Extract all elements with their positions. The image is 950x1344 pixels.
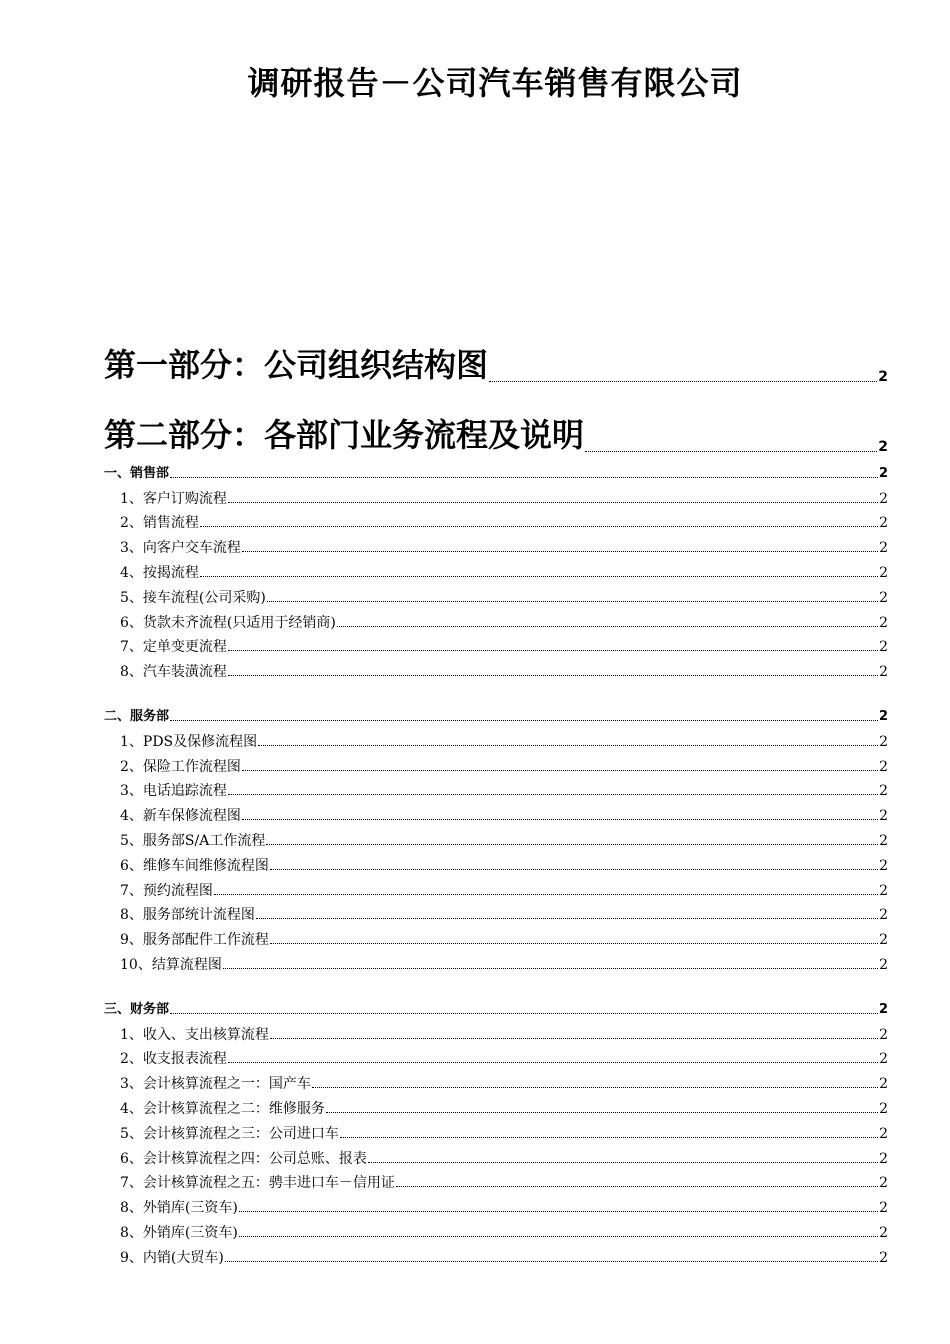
toc-page-number: 2 — [879, 1125, 888, 1142]
toc-page-number: 2 — [879, 515, 888, 532]
toc-leader — [239, 1211, 878, 1212]
toc-page-number: 2 — [878, 369, 888, 385]
toc-page-number: 2 — [879, 1249, 888, 1266]
toc-page-number: 2 — [879, 956, 888, 973]
toc-entry-label: 5、服务部S/A工作流程 — [120, 832, 266, 849]
toc-entry-label: 2、销售流程 — [120, 515, 199, 532]
toc-page-number: 2 — [879, 882, 888, 899]
toc-entry-label: 7、会计核算流程之五：骋丰进口车－信用证 — [120, 1175, 395, 1192]
toc-entry-label: 6、会计核算流程之四：公司总账、报表 — [120, 1150, 367, 1167]
toc-entry-label: 7、预约流程图 — [120, 882, 213, 899]
toc-leader — [228, 675, 878, 676]
document-title: 调研报告－公司汽车销售有限公司 — [247, 64, 743, 102]
toc-leader — [200, 526, 878, 527]
toc-entry[interactable] — [104, 1118, 888, 1143]
toc-page-number: 2 — [879, 564, 888, 581]
toc-entry[interactable] — [104, 875, 888, 900]
toc-leader — [270, 1038, 878, 1039]
toc-page-number: 2 — [878, 708, 888, 724]
toc-page-number: 2 — [878, 465, 888, 481]
toc-entry-label: 5、会计核算流程之三：公司进口车 — [120, 1125, 339, 1142]
toc-section-label: 三、财务部 — [104, 1001, 170, 1017]
toc-leader — [340, 1137, 878, 1138]
toc-page-number: 2 — [879, 1150, 888, 1167]
toc-entry[interactable] — [104, 1044, 888, 1069]
toc-entry[interactable] — [104, 557, 888, 582]
toc-entry[interactable] — [104, 949, 888, 974]
toc-entry[interactable] — [104, 924, 888, 949]
toc-leader — [585, 451, 877, 452]
toc-entry-label: 4、会计核算流程之二：维修服务 — [120, 1100, 325, 1117]
toc-page-number: 2 — [878, 439, 888, 455]
toc-part-label: 第一部分：公司组织结构图 — [104, 346, 489, 384]
toc-page-number: 2 — [879, 857, 888, 874]
toc-entry[interactable] — [104, 825, 888, 850]
toc-leader — [256, 918, 878, 919]
toc-page-number: 2 — [879, 664, 888, 681]
toc-entry[interactable] — [104, 607, 888, 632]
toc-entry-label: 1、PDS及保修流程图 — [120, 733, 258, 750]
toc-leader — [228, 794, 878, 795]
toc-page-number: 2 — [879, 589, 888, 606]
toc-entry-label: 2、保险工作流程图 — [120, 758, 241, 775]
toc-leader — [223, 968, 878, 969]
toc-page-number: 2 — [879, 490, 888, 507]
toc-page-number: 2 — [879, 540, 888, 557]
toc-page-number: 2 — [879, 808, 888, 825]
toc-section[interactable] — [104, 458, 888, 483]
toc-entry-label: 10、结算流程图 — [120, 956, 222, 973]
toc-page-number: 2 — [879, 614, 888, 631]
toc-entry[interactable] — [104, 483, 888, 508]
toc-entry-label: 3、向客户交车流程 — [120, 540, 241, 557]
toc-leader — [170, 720, 878, 721]
toc-leader — [270, 869, 878, 870]
toc-leader — [170, 1013, 878, 1014]
toc-entry[interactable] — [104, 508, 888, 533]
toc-entry[interactable] — [104, 1242, 888, 1267]
toc-leader — [242, 770, 878, 771]
toc-page-number: 2 — [879, 733, 888, 750]
toc-page-number: 2 — [879, 932, 888, 949]
toc-entry-label: 9、服务部配件工作流程 — [120, 932, 269, 949]
toc-leader — [239, 1236, 878, 1237]
toc-entry[interactable] — [104, 751, 888, 776]
toc-entry[interactable] — [104, 1093, 888, 1118]
toc-leader — [312, 1087, 878, 1088]
toc-page-number: 2 — [879, 758, 888, 775]
toc-entry-label: 8、汽车装潢流程 — [120, 664, 227, 681]
toc-entry[interactable] — [104, 1168, 888, 1193]
toc-section[interactable] — [104, 994, 888, 1019]
toc-entry[interactable] — [104, 776, 888, 801]
toc-leader — [214, 894, 878, 895]
toc-page-number: 2 — [879, 1100, 888, 1117]
toc-page-number: 2 — [879, 832, 888, 849]
toc-entry-label: 8、外销库(三资车) — [120, 1200, 238, 1217]
toc-entry-label: 6、货款未齐流程(只适用于经销商) — [120, 614, 336, 631]
toc-leader — [489, 381, 877, 382]
toc-page-number: 2 — [879, 1224, 888, 1241]
toc-entry[interactable] — [104, 900, 888, 925]
toc-entry[interactable] — [104, 632, 888, 657]
toc-leader — [326, 1112, 878, 1113]
toc-page-number: 2 — [879, 1200, 888, 1217]
toc-leader — [258, 745, 878, 746]
toc-entry-label: 9、内销(大贸车) — [120, 1249, 224, 1266]
toc-part[interactable] — [104, 388, 888, 458]
toc-page-number: 2 — [879, 1076, 888, 1093]
toc-page-number: 2 — [879, 783, 888, 800]
toc-sections — [104, 458, 888, 1267]
toc-leader — [170, 477, 878, 478]
toc-page-number: 2 — [879, 1175, 888, 1192]
toc-leader — [368, 1162, 878, 1163]
toc-entry[interactable] — [104, 582, 888, 607]
toc-leader — [228, 502, 878, 503]
toc-leader — [242, 819, 878, 820]
toc-entry[interactable] — [104, 1192, 888, 1217]
toc-page-number: 2 — [879, 1051, 888, 1068]
toc-entry-label: 1、收入、支出核算流程 — [120, 1026, 269, 1043]
toc-page-number: 2 — [879, 907, 888, 924]
toc-entry[interactable] — [104, 1019, 888, 1044]
toc-entry[interactable] — [104, 850, 888, 875]
toc-entry-label: 3、电话追踪流程 — [120, 783, 227, 800]
toc-entry[interactable] — [104, 532, 888, 557]
toc-entry-label: 4、按揭流程 — [120, 564, 199, 581]
toc-entry-label: 1、客户订购流程 — [120, 490, 227, 507]
toc-entry[interactable] — [104, 1143, 888, 1168]
toc-entry[interactable] — [104, 1068, 888, 1093]
toc-section-label: 二、服务部 — [104, 708, 170, 724]
toc-leader — [200, 576, 878, 577]
toc-section[interactable] — [104, 701, 888, 726]
toc-leader — [228, 1062, 878, 1063]
toc-entry-label: 2、收支报表流程 — [120, 1051, 227, 1068]
table-of-contents — [104, 318, 888, 1267]
toc-entry-label: 5、接车流程(公司采购) — [120, 589, 266, 606]
toc-page-number: 2 — [879, 1026, 888, 1043]
toc-leader — [225, 1261, 878, 1262]
toc-entry[interactable] — [104, 656, 888, 681]
toc-entry-label: 3、会计核算流程之一：国产车 — [120, 1076, 311, 1093]
toc-part-label: 第二部分：各部门业务流程及说明 — [104, 416, 585, 454]
toc-page-number: 2 — [878, 1001, 888, 1017]
toc-entry-label: 7、定单变更流程 — [120, 639, 227, 656]
toc-leader — [266, 844, 878, 845]
toc-section-label: 一、销售部 — [104, 465, 170, 481]
toc-leader — [228, 650, 878, 651]
toc-leader — [267, 601, 878, 602]
toc-entry[interactable] — [104, 800, 888, 825]
toc-entry-label: 6、维修车间维修流程图 — [120, 857, 269, 874]
toc-entry-label: 8、外销库(三资车) — [120, 1224, 238, 1241]
toc-leader — [396, 1186, 878, 1187]
toc-entry[interactable] — [104, 1217, 888, 1242]
toc-leader — [337, 626, 878, 627]
toc-entry-label: 8、服务部统计流程图 — [120, 907, 255, 924]
toc-page-number: 2 — [879, 639, 888, 656]
toc-leader — [270, 943, 878, 944]
toc-entry[interactable] — [104, 726, 888, 751]
toc-part[interactable] — [104, 318, 888, 388]
toc-leader — [242, 551, 878, 552]
toc-entry-label: 4、新车保修流程图 — [120, 808, 241, 825]
